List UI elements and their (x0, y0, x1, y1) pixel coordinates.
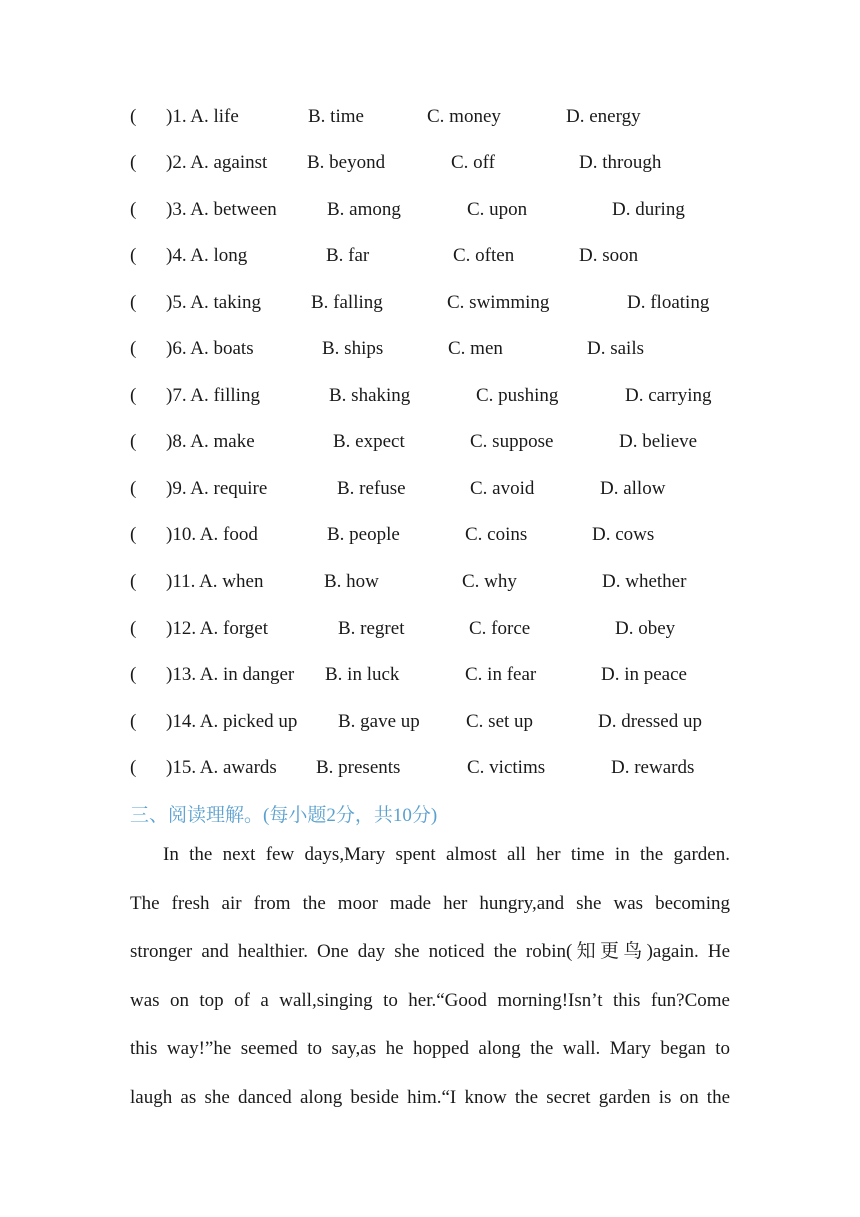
option-d: D. sails (587, 338, 644, 359)
question-number-and-option-a: )9. A. require (166, 478, 268, 499)
question-number-and-option-a: )8. A. make (166, 431, 255, 452)
option-d: D. allow (600, 478, 666, 499)
passage-line: In the next few days,Mary spent almost all her time in the garden. (163, 844, 730, 865)
option-b: B. shaking (329, 385, 411, 406)
reading-passage (130, 837, 730, 1128)
question-row (0, 195, 860, 225)
question-row (0, 102, 860, 132)
option-b: B. regret (338, 618, 405, 639)
option-c: C. suppose (470, 431, 554, 452)
answer-bracket-open: ( (130, 292, 137, 313)
option-d: D. during (612, 199, 685, 220)
question-number-and-option-a: )3. A. between (166, 199, 277, 220)
passage-line: The fresh air from the moor made her hungry,and she was becoming (130, 892, 730, 914)
option-c: C. set up (466, 711, 534, 732)
answer-bracket-open: ( (130, 106, 137, 127)
question-number-and-option-a: )12. A. forget (166, 618, 269, 639)
answer-bracket-open: ( (130, 618, 137, 639)
answer-bracket-open: ( (130, 245, 137, 266)
option-d: D. energy (566, 106, 641, 127)
option-d: D. obey (615, 618, 676, 639)
passage-line: was on top of a wall,singing to her.“Good morning!Isn’t this fun?Come (130, 989, 730, 1011)
question-number-and-option-a: )5. A. taking (166, 292, 261, 313)
option-b: B. expect (333, 431, 405, 452)
answer-bracket-open: ( (130, 478, 137, 499)
option-b: B. far (326, 245, 370, 266)
option-c: C. off (451, 152, 495, 173)
option-c: C. swimming (447, 292, 550, 313)
option-c: C. pushing (476, 385, 559, 406)
answer-bracket-open: ( (130, 664, 137, 685)
option-b: B. how (324, 571, 379, 592)
passage-line: this way!”he seemed to say,as he hopped along the wall. Mary began to (130, 1038, 730, 1059)
option-d: D. carrying (625, 385, 712, 406)
answer-bracket-open: ( (130, 571, 137, 592)
answer-bracket-open: ( (130, 757, 137, 778)
option-b: B. ships (322, 338, 384, 359)
option-d: D. dressed up (598, 711, 702, 732)
option-c: C. money (427, 106, 501, 127)
option-d: D. floating (627, 292, 710, 313)
answer-bracket-open: ( (130, 385, 137, 406)
answer-bracket-open: ( (130, 711, 137, 732)
answer-bracket-open: ( (130, 338, 137, 359)
option-b: B. time (308, 106, 364, 127)
question-row (0, 334, 860, 364)
question-number-and-option-a: )1. A. life (166, 106, 239, 127)
option-d: D. soon (579, 245, 639, 266)
option-b: B. people (327, 524, 400, 545)
question-row (0, 567, 860, 597)
question-row (0, 520, 860, 550)
option-d: D. in peace (601, 664, 687, 685)
section-heading: 三、阅读理解。(每小题2分，共10分) (130, 805, 438, 826)
question-number-and-option-a: )11. A. when (166, 571, 264, 592)
option-b: B. falling (311, 292, 383, 313)
question-number-and-option-a: )7. A. filling (166, 385, 260, 406)
option-d: D. rewards (611, 757, 695, 778)
option-c: C. why (462, 571, 517, 592)
option-c: C. coins (465, 524, 528, 545)
passage-line: stronger and healthier. One day she noticed the robin(知更鸟)again. He (130, 941, 730, 962)
option-c: C. in fear (465, 664, 537, 685)
answer-bracket-open: ( (130, 199, 137, 220)
option-d: D. through (579, 152, 662, 173)
option-b: B. beyond (307, 152, 386, 173)
question-number-and-option-a: )10. A. food (166, 524, 258, 545)
option-b: B. presents (316, 757, 401, 778)
answer-bracket-open: ( (130, 152, 137, 173)
question-row (0, 753, 860, 783)
option-c: C. often (453, 245, 515, 266)
question-row (0, 381, 860, 411)
option-b: B. in luck (325, 664, 400, 685)
question-number-and-option-a: )2. A. against (166, 152, 268, 173)
question-row (0, 288, 860, 318)
option-d: D. cows (592, 524, 655, 545)
question-row (0, 707, 860, 737)
option-b: B. refuse (337, 478, 406, 499)
option-c: C. avoid (470, 478, 535, 499)
question-row (0, 241, 860, 271)
question-row (0, 148, 860, 178)
answer-bracket-open: ( (130, 524, 137, 545)
answer-bracket-open: ( (130, 431, 137, 452)
question-number-and-option-a: )15. A. awards (166, 757, 277, 778)
option-d: D. believe (619, 431, 698, 452)
option-c: C. men (448, 338, 503, 359)
question-number-and-option-a: )6. A. boats (166, 338, 254, 359)
option-c: C. force (469, 618, 531, 639)
question-number-and-option-a: )14. A. picked up (166, 711, 298, 732)
option-b: B. gave up (338, 711, 420, 732)
option-d: D. whether (602, 571, 687, 592)
question-row (0, 660, 860, 690)
question-row (0, 427, 860, 457)
option-b: B. among (327, 199, 401, 220)
passage-line: laugh as she danced along beside him.“I know the secret garden is on the (130, 1086, 730, 1108)
question-number-and-option-a: )13. A. in danger (166, 664, 295, 685)
option-c: C. victims (467, 757, 546, 778)
question-row (0, 474, 860, 504)
question-row (0, 614, 860, 644)
option-c: C. upon (467, 199, 528, 220)
question-number-and-option-a: )4. A. long (166, 245, 248, 266)
